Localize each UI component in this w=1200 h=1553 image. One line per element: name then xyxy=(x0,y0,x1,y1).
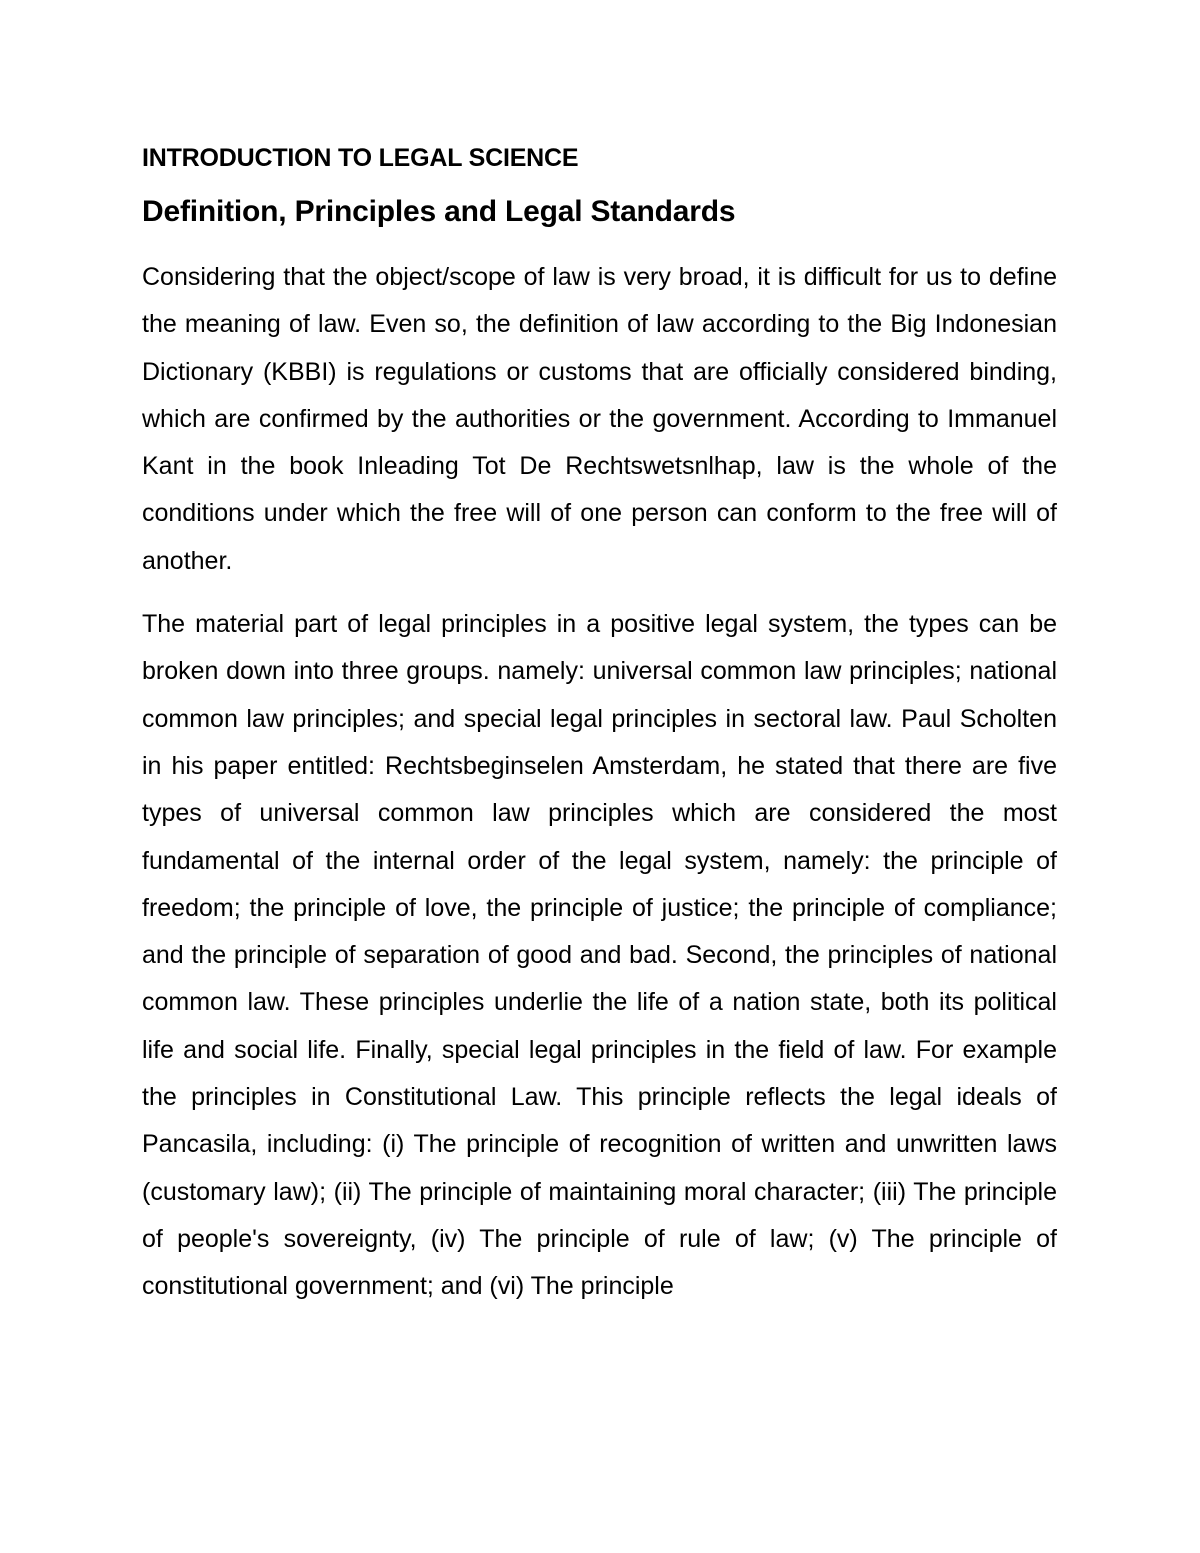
document-title: INTRODUCTION TO LEGAL SCIENCE xyxy=(142,144,579,172)
document-page xyxy=(142,138,1057,1311)
document-subtitle: Definition, Principles and Legal Standards xyxy=(142,195,736,228)
paragraph-definition-of-law: Considering that the object/scope of law is very broad, it is difficult for us to define the meaning of law. Even so, the definition of law according to the Big Indonesian Dictionary (KBBI) is regulations or customs that are officially considered binding, which are confirmed by the authorities or the government. According to Immanuel Kant in the book Inleading Tot De Rechtswetsnlhap, law is the whole of the conditions under which the free will of one person can conform to the free will of another. xyxy=(142,263,1057,575)
paragraph-legal-principles: The material part of legal principles in a positive legal system, the types can be broken down into three groups. namely: universal common law principles; national common law principles; and special legal principles in sectoral law. Paul Scholten in his paper entitled: Rechtsbeginselen Amsterdam, he stated that there are five types of universal common law principles which are considered the most fundamental of the internal order of the legal system, namely: the principle of freedom; the principle of love, the principle of justice; the principle of compliance; and the principle of separation of good and bad. Second, the principles of national common law. These principles underlie the life of a nation state, both its political life and social life. Finally, special legal principles in the field of law. For example the principles in Constitutional Law. This principle reflects the legal ideals of Pancasila, including: (i) The principle of recognition of written and unwritten laws (customary law); (ii) The principle of maintaining moral character; (iii) The principle of people's sovereignty, (iv) The principle of rule of law; (v) The principle of constitutional government; and (vi) The principle xyxy=(142,610,1057,1301)
